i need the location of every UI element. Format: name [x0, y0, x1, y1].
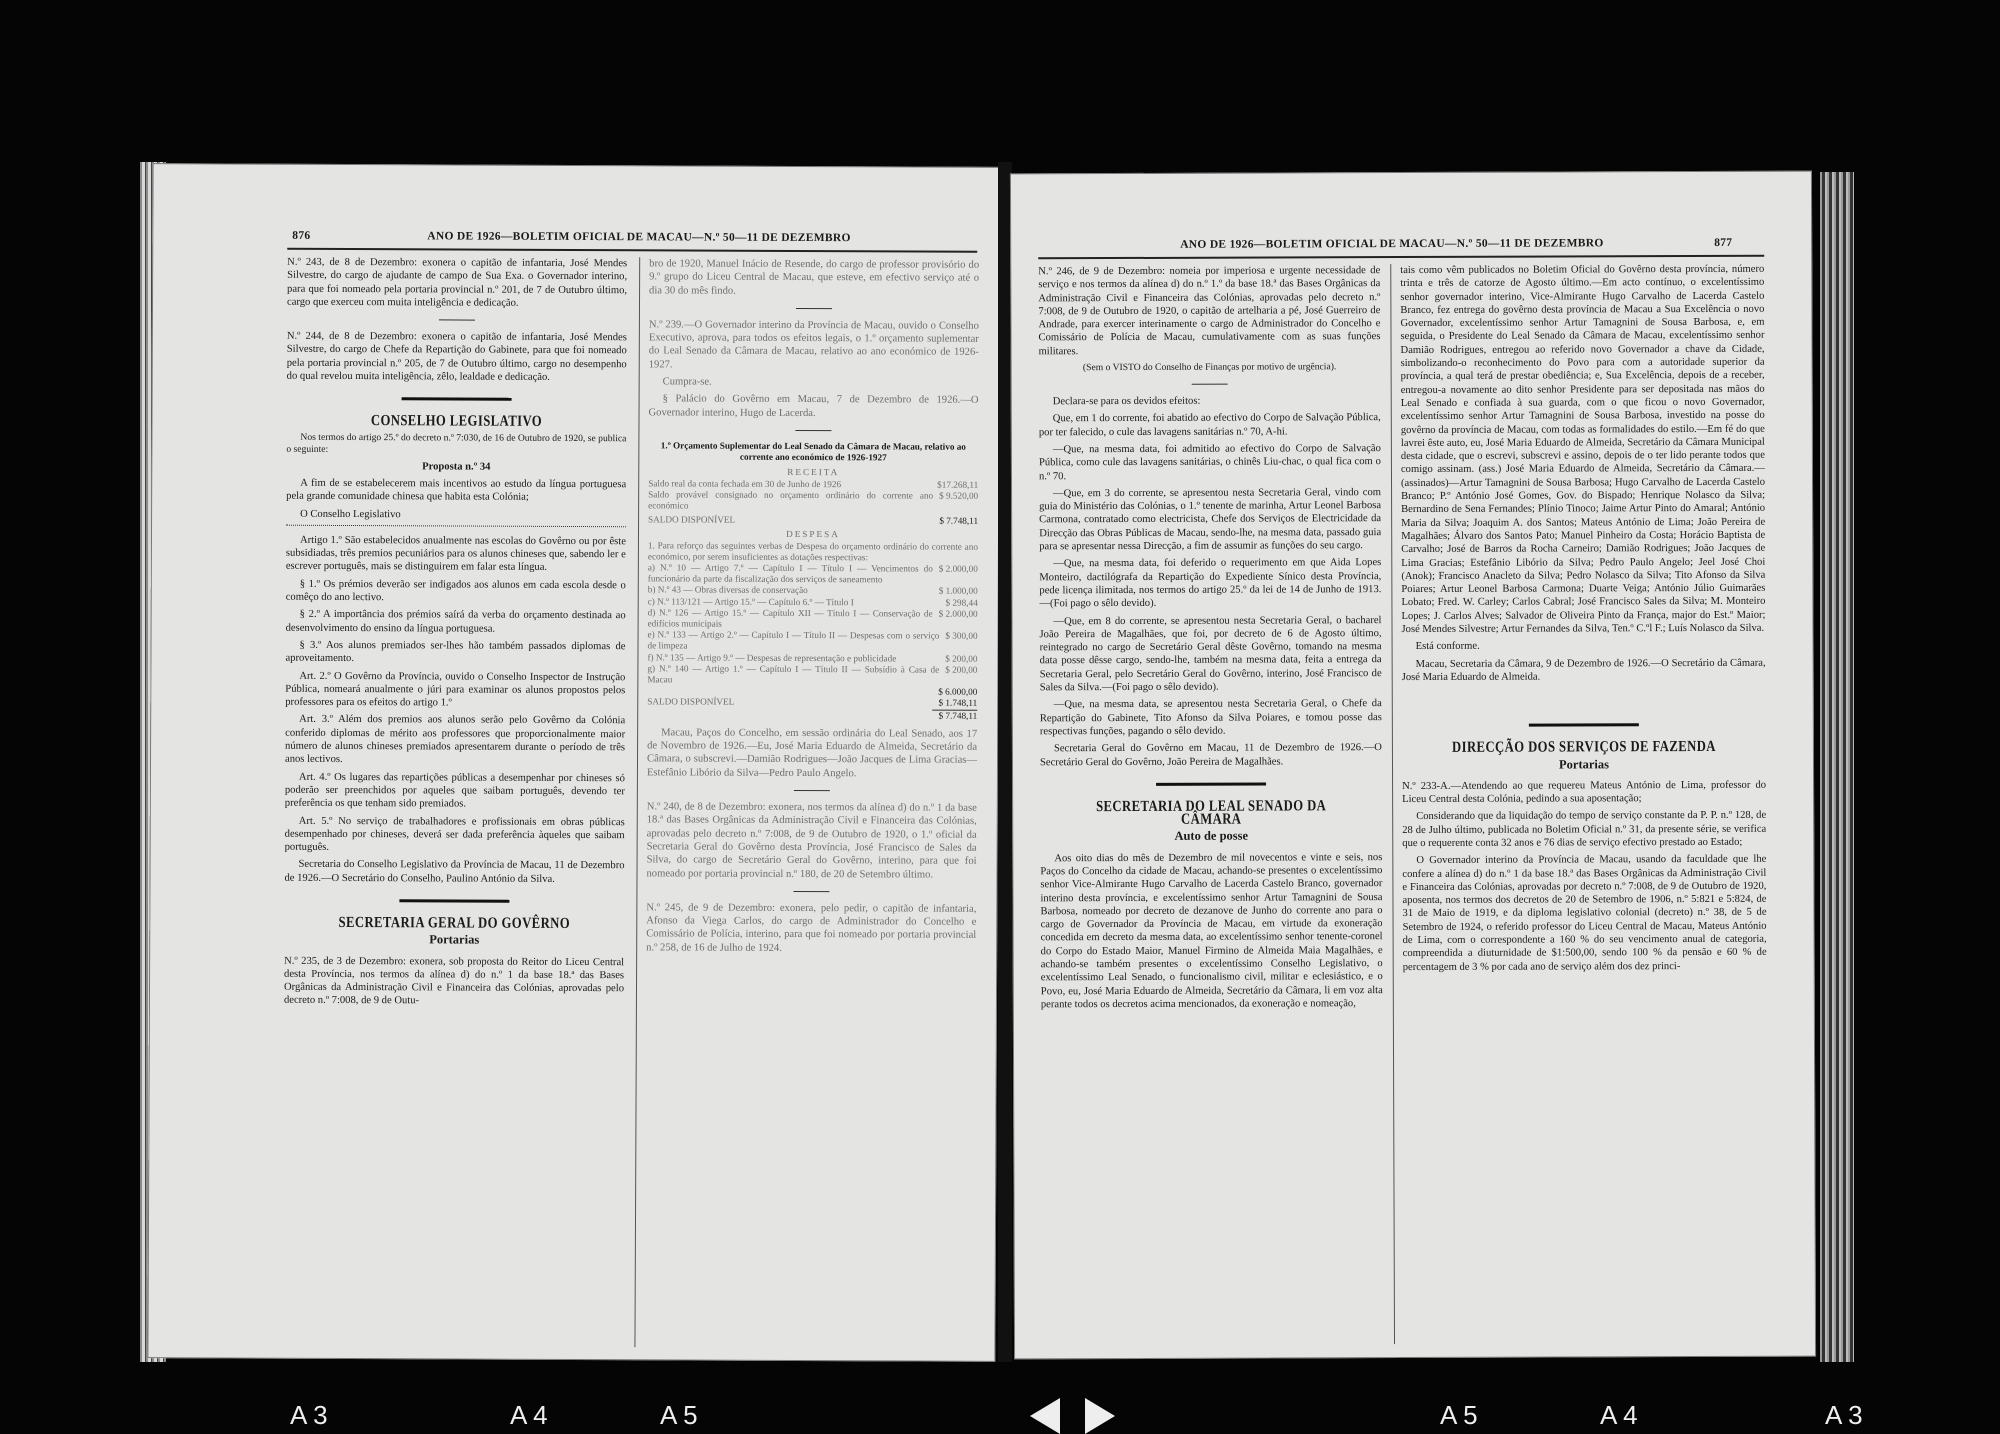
section-heading-fazenda: DIRECÇÃO DOS SERVIÇOS DE FAZENDA — [1451, 738, 1716, 757]
saldo-total-2: $ 7.748,11 — [932, 709, 977, 721]
saldo-disponivel-label: SALDO DISPONÍVEL — [648, 514, 736, 525]
despesa-row — [647, 630, 977, 654]
macau-pacos-concelho: Macau, Paços do Concelho, em sessão ordinária do Leal Senado, aos 17 de Novembro de 1926.—Eu, José Maria Eduardo de Almeida, Secretário da Câmara, o subscrevi.—Damião Rodrigues—João Jacques de Lima Gracias—Estefânio Libório da Silva—Pedro Paulo Angelo. — [646, 727, 978, 779]
section-separator — [1156, 782, 1266, 785]
despesa-row-label: d) N.º 126 — Artigo 15.º — Capítulo XII — Título I — Conservação de edifícios municipais — [647, 607, 933, 629]
sem-visto-note: (Sem o VISTO do Conselho de Finanças por motivo de urgência). — [1082, 361, 1337, 374]
auto-de-posse-text: Aos oito dias do mês de Dezembro de mil novecentos e vinte e seis, nos Paços do Concelho da cidade de Macau, achando-se presentes o excelentíssimo senhor Vice-Almirante Hugo Carvalho de Lacerda Castelo Branco, governador interino desta província, e excelentíssimo senhor Artur Tamagnini de Sousa Barbosa, nomeado por decreto de dezanove de Junho do corrente ano para o cargo de Governador da Província de Macau, em virtude da exoneração concedida em decreto da mesma data, ao excelentíssimo senhor tenente-coronel do Corpo do Estado Maior, Manuel Firmino de Almeida Maia Magalhães, e achando-se também presentes o excelentíssimo Conselho Legislativo, o excelentíssimo Leal Senado, o funcionalismo civil, militar e eclesiástico, e o Povo, eu, José Maria Eduardo de Almeida, Secretário da Câmara, li em voz alta perante todos os decretos acima mencionados, da exoneração e nomeação, — [1040, 851, 1383, 1011]
section-heading-secretaria-geral: SECRETARIA GERAL DO GOVÊRNO — [338, 913, 571, 932]
section-separator — [1529, 723, 1639, 726]
declaracao-6: —Que, na mesma data, se apresentou nesta Secretaria Geral, o Chefe da Repartição do Gabinete, Tito Afonso da Silva Poiares, e tomou posse das respectivas funções, pagando o sêlo devido. — [1039, 698, 1382, 738]
auto-de-posse-subheading: Auto de posse — [1174, 828, 1249, 844]
declaracao-2: —Que, na mesma data, foi admitido ao efectivo do Corpo de Salvação Pública, como cule das lavagens sanitárias, o chinês Liu-chac, o qual fica com o n.º 70. — [1038, 443, 1381, 482]
saldo-value-2: $ 1.748,11 — [938, 698, 978, 709]
separator — [794, 790, 830, 791]
film-mark: A 3 — [290, 1400, 328, 1430]
proposta-decree: O Conselho Legislativo — [300, 508, 401, 520]
separator — [1192, 384, 1228, 385]
declaracao-4: —Que, na mesma data, foi deferido o requerimento em que Aida Lopes Monteiro, dactilógrafa da Repartição do Expediente Sínico desta Província, pede licença ilimitada, nos termos do artigo 25.º da lei de 14 de Junho de 1913.—(Foi pago o sêlo devido). — [1039, 557, 1382, 610]
orcamento-title: 1.º Orçamento Suplementar do Leal Senado da Câmara de Macau, relativo ao corrente ano económico de 1926-1927 — [660, 440, 966, 463]
despesa-row-value: $ 2.000,00 — [938, 608, 978, 619]
portaria-233a: N.º 233-A.—Atendendo ao que requereu Mateus António de Lima, professor do Liceu Central desta Colónia, pedindo a sua aposentação; — [1402, 779, 1767, 806]
considerando: Considerando que da liquidação do tempo de serviço constante da P. P. n.º 128, de 28 de Julho último, publicada no Boletim Oficial n.º 31, da presente série, se verifica que o requerente conta 32 anos e 76 dias de serviço efectivo prestado ao Estado; — [1402, 810, 1767, 850]
right-page-number: 877 — [1714, 236, 1733, 249]
portaria-235-continued: bro de 1920, Manuel Inácio de Resende, do cargo de professor provisório do 9.º grupo do Liceu Central de Macau, que esteve, em efectivo serviço até o dia 30 do mês findo. — [649, 258, 980, 297]
despesa-rows — [647, 562, 978, 687]
despesa-row-label: a) N.º 10 — Artigo 7.º — Capítulo I — Título I — Vencimentos do funcionário da parte da fiscalização dos serviços de saneamento — [647, 562, 933, 585]
film-mark: A 3 — [1825, 1400, 1863, 1430]
despesa-total: $ 6.000,00 — [938, 686, 978, 697]
film-mark: A 5 — [1440, 1400, 1478, 1430]
artigo-1: Artigo 1.º São estabelecidos anualmente nas escolas do Govêrno ou por êste subsidiadas, três premios pecuniários para os alunos chineses que, sabendo ler e escrever português, mais se distinguirem em falar esta língua. — [285, 534, 626, 574]
auto-de-posse-continued: tais como vêm publicados no Boletim Oficial do Govêrno desta província, número trinta e três de catorze de Agosto último.—Em acto contínuo, o excelentíssimo senhor governador interino, Vice-Almirante Hugo Carvalho de Lacerda Castelo Branco, fez entrega do govêrno desta província de Macau a Sua Excelência o novo Governador, excelentíssimo senhor Artur Tamagnini de Sousa Barbosa, e, em seguida, o Presidente do Leal Senado da Câmara de Macau, excelentíssimo senhor Damião Rodrigues, entregou ao referido novo Governador a chave da Cidade, simbolizando-o reconhecimento do Povo para com a autoridade superior da província, a qual terá de prestar obediência; e, Sua Excelência, depois de a receber, entregou-a novamente ao dito senhor Presidente para ser depositada nas mãos do Leal Senado e confiada à sua guarda, com o que ficou o novo Governador, excelentíssimo senhor Artur Tamagnini de Sousa Barbosa, investido na posse do govêrno da província de Macau, com todas as formalidades do estilo.—Em fé do que lavrei êste auto, eu, José Maria Eduardo de Almeida, Secretário da Câmara Municipal desta cidade, que o escrevi, subscrevi e assino, depois de o ter lido perante todos que comigo assinam. (ass.) José Maria Eduardo de Almeida, Secretário da Câmara.—(assinados)—Artur Tamagnini de Sousa Barbosa; Hugo Carvalho de Lacerda Castelo Branco; P.º António José Gomes, Gov. do Bispado; Henrique Nolasco da Silva; Bernardino de Sena Fernandes; Plínio Tinoco; Jaime Artur Pinto do Amaral; António Maria da Silva; Joaquim A. dos Santos; Mateus António de Lima; João Pereira de Magalhães; Álvaro dos Santos Pato; Manuel Pinheiro da Costa; Horácio Baptista de Carvalho; José de Barros da Rocha Carneiro; Damião Rodrigues; João Jacques de Lima Gracias; Estefânio Libório da Silva; Pedro Paulo Angelo; Jeel José Choi (Anok); Francisco Anacleto da Silva; Pedro Nolasco da Silva; Tito Afonso da Silva Poiares; Artur Leonel Barbosa Carmona; Duarte Veiga; António Júlio Guimarães Lobato; Fred. W. Carley; Carlos Cabral; José Francisco Sales da Silva; M. Monteiro Lopes; J. Carlos Alves; Salvador de Oliveira Pinto da França, major do Est.º Maior; José Mendes Silvestre; Artur Fernandes da Silva, Ten.º C.ºl F.; Luís Nolasco da Silva. — [1400, 263, 1766, 636]
esta-conforme: Está conforme. — [1415, 641, 1480, 653]
declaracao-5: —Que, em 8 do corrente, se apresentou nesta Secretaria Geral, o bacharel João Pereira de Magalhães, que foi, por decreto de 6 de Agosto último, reintegrado no cargo de Secretário Geral dêste Govêrno, tomando na mesma data posse dêsse cargo, sendo-lhe, também na mesma data, feita a entrega da Secretaria Geral, pelo Secretário Geral do Govêrno, interino, José Francisco de Sales da Silva.—(Foi pago o sêlo devido). — [1039, 614, 1382, 694]
saldo-label-2: SALDO DISPONÍVEL — [647, 696, 735, 708]
left-page-number: 876 — [292, 229, 311, 242]
despesa-row-label: f) N.º 135 — Artigo 9.º — Despesas de representação e publicidade — [647, 651, 897, 664]
dotted-rule — [286, 525, 626, 527]
despesa-row — [648, 607, 978, 631]
declara-se: Declara-se para os devidos efeitos: — [1052, 395, 1201, 408]
left-column-1 — [284, 256, 627, 1013]
despesa-row-value: $ 200,00 — [945, 653, 978, 664]
governador-aposenta: O Governador interino da Província de Macau, usando da faculdade que lhe confere a alínea d) do n.º 1 da base 18.ª das Bases Orgânicas da Administração Civil e Financeira das Colónias, aprovadas por decreto n.º 7:008, de 9 de Outubro de 1920, aposenta, nos termos dos decretos de 20 de Setembro de 1906, n.º 5:821 e 5:824, de 31 de Maio de 1919, e da diploma legislativo colonial (decreto) n.º 38, de 5 de Setembro de 1924, o referido professor do Liceu Central de Macau, Mateus António de Lima, com o correspondente a 160 % do seu vencimento anual de categoria, compreendida a diuturnidade de $1:500,00, sendo 100 % da pensão e 60 % de percentagem de 3 % por cada ano de serviço além dos dez princi- — [1402, 854, 1767, 973]
portaria-240: N.º 240, de 8 de Dezembro: exonera, nos termos da alínea d) do n.º 1 da base 18.ª das Bases Orgânicas da Administração Civil e Financeira das Colónias, aprovadas pelo decreto n.º 7:008, de 9 de Outubro de 1920, o 1.º oficial da Secretaria Geral do Govêrno desta Província, José Francisco de Sales da Silva, do cargo de Secretário Geral do Govêrno, interino, para que foi nomeado por portaria provincial n.º 180, de 20 de Setembro último. — [646, 801, 977, 881]
header-rule — [287, 248, 977, 253]
separator — [795, 430, 831, 431]
portaria-243: N.º 243, de 8 de Dezembro: exonera o capitão de infantaria, José Mendes Silvestre, do cargo de ajudante de campo de Sua Exa. o Governador interino, para que foi nomeado pela portaria provincial n.º 201, de 7 de Outubro último, cargo que exerceu com muita inteligência e dedicação. — [286, 256, 628, 309]
portaria-235: N.º 235, de 3 de Dezembro: exonera, sob proposta do Reitor do Liceu Central desta Província, nos termos da alínea d) do n.º 1 da base 18.ª das Bases Orgânicas da Administração Civil e Financeira das Colónias, aprovadas pelo decreto n.º 7:008, de 9 de Outu- — [283, 955, 625, 1007]
palacio-signature: § Palácio do Govêrno em Macau, 7 de Dezembro de 1926.—O Governador interino, Hugo de Lacerda. — [648, 393, 979, 419]
left-column-2 — [646, 257, 979, 959]
column-rule — [1390, 264, 1395, 1344]
portarias-subheading: Portarias — [1558, 756, 1610, 771]
receita-row-label: Saldo provável consignado no orçamento ordinário do corrente ano económico — [648, 489, 934, 511]
paragrafo-1: § 1.º Os prémios deverão ser indigados aos alunos em cada escola desde o comêço do ano lectivo. — [285, 578, 626, 604]
paragrafo-3: § 3.º Aos alunos premiados ser-lhes hão também passados diplomas de aproveitamento. — [285, 639, 626, 665]
receita-row-label: Saldo real da conta fechada em 30 de Junho de 1926 — [648, 477, 842, 489]
right-binding-edge — [1820, 172, 1854, 1362]
despesa-row-value: $ 1.000,00 — [938, 585, 978, 597]
header-rule — [1038, 255, 1764, 260]
conselho-signature: Secretaria do Conselho Legislativo da Província de Macau, 11 de Dezembro de 1926.—O Secretário do Conselho, Paulino António da Silva. — [284, 859, 625, 885]
artigo-5: Art. 5.º No serviço de trabalhadores e profissionais em obras públicas desempenhado por chineses, deverá ser dada preferência àqueles que saibam português. — [284, 815, 625, 854]
conselho-intro: Nos termos do artigo 25.º do decreto n.º 7:030, de 16 de Outubro de 1920, se publica o seguinte: — [286, 431, 627, 455]
left-running-head: ANO DE 1926—BOLETIM OFICIAL DE MACAU—N.º 50—11 DE DEZEMBRO — [427, 230, 851, 245]
orcamento-suplementar-table — [647, 440, 978, 721]
portaria-239: N.º 239.—O Governador interino da Província de Macau, ouvido o Conselho Executivo, aprova, para todos os efeitos legais, o 1.º orçamento suplementar do Leal Senado da Câmara de Macau, relativo ao ano económico de 1926-1927. — [648, 319, 979, 371]
film-mark: A 4 — [510, 1400, 548, 1430]
despesa-row-value: $ 200,00 — [945, 664, 978, 675]
portarias-subheading: Portarias — [429, 932, 480, 947]
artigo-2: Art. 2.º O Govêrno da Província, ouvido o Conselho Inspector de Instrução Pública, nomeará anualmente o júri para examinar os alunos propostos pelos professores para os efeitos do artigo 1.º — [285, 670, 626, 709]
despesa-row-label: g) N.º 140 — Artigo 1.º — Capítulo I — Título II — Subsídio à Casa de Macau — [647, 663, 940, 685]
column-rule — [634, 257, 640, 1347]
film-left-arrow-icon — [1030, 1398, 1060, 1434]
separator — [796, 308, 832, 309]
despesa-row-label: b) N.º 43 — Obras diversas de conservação — [647, 584, 808, 596]
despesa-row-value: $ 300,00 — [945, 630, 978, 641]
right-column-1 — [1038, 264, 1383, 1015]
right-page — [1010, 171, 1816, 1360]
receita-row — [648, 489, 978, 513]
receita-row-value: $17.268,11 — [937, 479, 979, 490]
section-separator — [399, 899, 509, 902]
film-mark: A 5 — [660, 1400, 698, 1430]
left-page — [147, 163, 1000, 1362]
proposta-preamble: A fim de se estabelecerem mais incentivos ao estudo da língua portuguesa pela grande comunidade chinesa que habita esta Colónia; — [286, 477, 627, 504]
separator — [439, 320, 475, 321]
despesa-row — [647, 663, 977, 687]
section-heading-conselho-legislativo: CONSELHO LEGISLATIVO — [370, 412, 543, 431]
film-right-arrow-icon — [1085, 1398, 1115, 1434]
right-running-head: ANO DE 1926—BOLETIM OFICIAL DE MACAU—N.º 50—11 DE DEZEMBRO — [1180, 237, 1604, 251]
secretaria-geral-signature: Secretaria Geral do Govêrno em Macau, 11 de Dezembro de 1926.—O Secretário Geral do Govêrno, João Pereira de Magalhães. — [1039, 742, 1382, 768]
proposta-title: Proposta n.º 34 — [422, 461, 491, 473]
declaracao-3: —Que, em 3 do corrente, se apresentou nesta Secretaria Geral, vindo com guia do Ministério das Colónias, o 1.º tenente de marinha, Artur Leonel Barbosa Carmona, contratado como electricista, Chefe dos Serviços de Electricidade da Direcção das Obras Públicas de Macau, sendo-lhe, na mesma data, passado guia para se apresentar nessa Direcção, a fim de assumir as funções do seu cargo. — [1039, 486, 1382, 553]
portaria-244: N.º 244, de 8 de Dezembro: exonera o capitão de infantaria, José Mendes Silvestre, do cargo de Chefe da Repartição do Gabinete, para que foi nomeado pela portaria provincial n.º 205, de 7 de Outubro último, cargo no desempenho do qual revelou muita inteligência, zêlo, lealdade e dedicação. — [286, 330, 627, 383]
right-column-2 — [1400, 263, 1766, 978]
despesa-row-value: $ 298,44 — [945, 597, 978, 608]
despesa-row — [648, 562, 978, 586]
paragrafo-2: § 2.º A importância dos prémios saírá da verba do orçamento destinada ao desenvolvimento do ensino da língua portuguesa. — [285, 609, 626, 635]
receita-heading: RECEITA — [787, 467, 840, 478]
declaracao-1: Que, em 1 do corrente, foi abatido ao efectivo do Corpo de Salvação Pública, por ter falecido, o cule das lavagens sanitárias n.º 70, A-hi. — [1038, 412, 1381, 438]
portaria-246: N.º 246, de 9 de Dezembro: nomeia por imperiosa e urgente necessidade de serviço e nos termos da alínea d) do n.º 1.º da base 18.ª das Bases Orgânicas da Administração Civil e Financeira das Colónias, aprovadas pelo decreto n.º 7:008, de 9 de Outubro de 1920, o capitão de artelharia a pé, José Guerreiro de Andrade, para exercer interinamente o cargo de Administrador do Concelho e Comissário de Polícia de Macau, cumulativamente com as suas funções militares. — [1038, 265, 1381, 358]
camara-signature: Macau, Secretaria da Câmara, 9 de Dezembro de 1926.—O Secretário da Câmara, José Maria Eduardo de Almeida. — [1401, 657, 1766, 683]
despesa-heading: DESPESA — [786, 529, 840, 540]
section-separator — [402, 398, 512, 401]
separator — [793, 891, 829, 892]
section-heading-leal-senado: SECRETARIA DO LEAL SENADO DA CÂMARA — [1096, 797, 1327, 828]
artigo-3: Art. 3.º Além dos premios aos alunos serão pelo Govêrno da Colónia conferido diplomas de mérito aos professores que proporcionalmente maior número de alunos chineses premiados apresentarem durante o período de três anos lectivos. — [284, 714, 626, 766]
cumpra-se: Cumpra-se. — [662, 376, 712, 388]
receita-rows — [648, 478, 978, 513]
despesa-intro: 1. Para reforço das seguintes verbas de Despesa do orçamento ordinário do corrente ano económico, por serem insuficientes as dotações respectivas: — [647, 539, 978, 563]
receita-row-value: $ 9.520,00 — [939, 490, 979, 501]
despesa-row-value: $ 2.000,00 — [938, 563, 978, 574]
portaria-245: N.º 245, de 9 de Dezembro: exonera, pelo pedir, o capitão de infantaria, Afonso da Viega Carlos, do cargo de Administrador do Concelho e Comissário de Polícia, interino, para que foi nomeado por portaria provincial n.º 258, de 16 de Julho de 1924. — [646, 902, 977, 954]
artigo-4: Art. 4.º Os lugares das repartições públicas a desempenhar por chineses só poderão ser preenchidos por aqueles que saibam português, devendo ter preferência os que tenham sido premiados. — [284, 771, 625, 810]
saldo-disponivel-value: $ 7.748,11 — [939, 515, 979, 526]
film-mark: A 4 — [1600, 1400, 1638, 1430]
despesa-row-label: c) N.º 113/121 — Artigo 15.º — Capítulo 6.º — Título I — [647, 595, 854, 607]
despesa-row-label: e) N.º 133 — Artigo 2.º — Capítulo I — Título II — Despesas com o serviço de limpeza — [647, 629, 940, 651]
